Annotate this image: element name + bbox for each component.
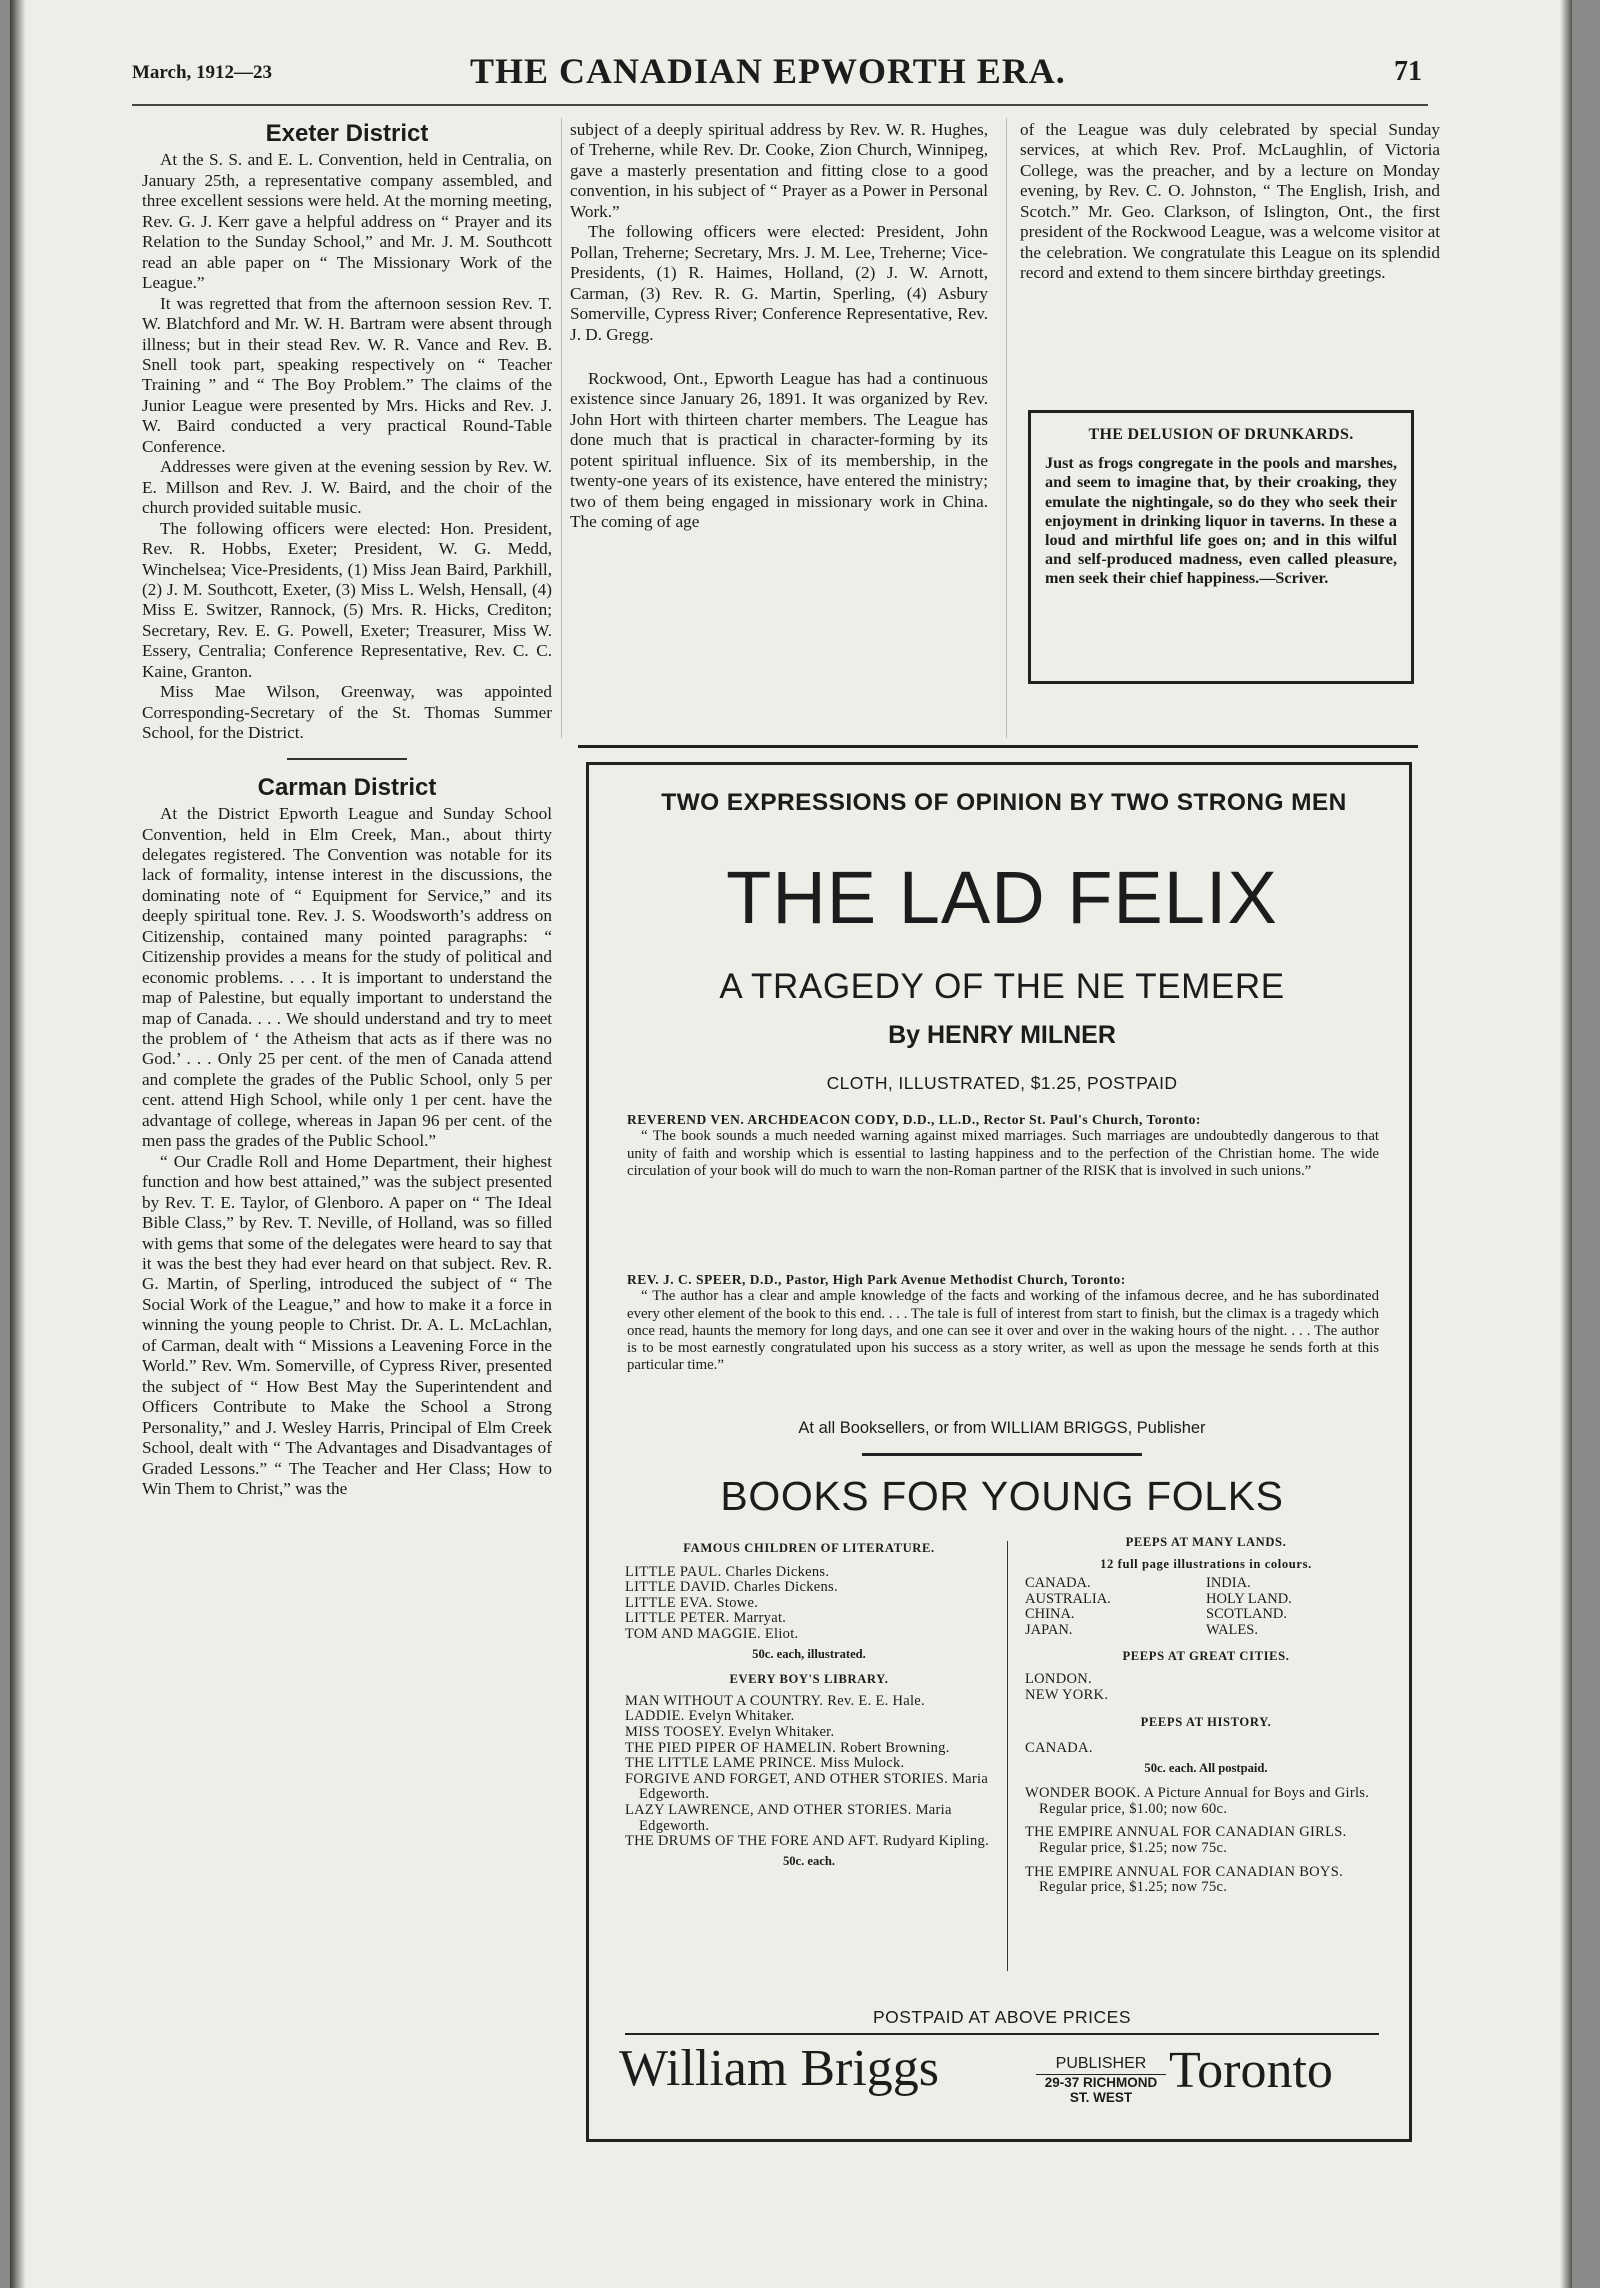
ad-divider [862, 1453, 1142, 1456]
exeter-paragraph: Addresses were given at the evening session by Rev. W. E. Millson and Rev. J. W. Baird, and the choir of the church provided suitable music. [142, 457, 552, 518]
empire-annual-boys-offer: THE EMPIRE ANNUAL FOR CANADIAN BOYS. Regular price, $1.25; now 75c. [1025, 1863, 1343, 1896]
exeter-paragraph: It was regretted that from the afternoon session Rev. T. W. Blatchford and Mr. W. H. Bartram were absent through illness; but in their stead Rev. W. R. Vance and Rev. B. Snell took part, speaking respectively on “ Teacher Training ” and “ The Boy Problem.” The claims of the Junior League were presented by Mrs. Hicks and Rev. J. W. Baird conducted a very practical Round-Table Conference. [142, 293, 552, 456]
page-number: 71 [1394, 56, 1422, 87]
exeter-paragraph: At the S. S. and E. L. Convention, held in Centralia, on January 25th, a representative company assembled, and three excellent sessions were held. At the morning meeting, Rev. G. J. Kerr gave a helpful address on “ Prayer and its Relation to the Sunday School,” and Mr. J. M. Southcott read an able paper on “ The Missionary Work of the League.” [142, 150, 552, 293]
list-item: MAN WITHOUT A COUNTRY. Rev. E. E. Hale. [625, 1692, 925, 1709]
section-rule [578, 745, 1418, 748]
carman-paragraph: At the District Epworth League and Sunday School Convention, held in Elm Creek, Man., about thirty delegates registered. The Convention was notable for its lack of formality, intense interest in the discussions, the dominating note of “ Equipment for Service,” and its deeply spiritual tone. Rev. J. S. Woodsworth’s address on Citizenship, contained many pointed paragraphs: “ Citizenship provides a means for the study of political and economic problems. . . . It is important to understand the map of Palestine, but equally important to understand the map of Canada. . . . We should understand and try to meet the problem of ‘ the Atheism that acts as if there was no God.’ . . . Only 25 per cent. of the men of Canada attend and complete the grades of the Public School, only 5 per cent. attend High School, while only 1 per cent. have the advantage of college, whereas in Japan 96 per cent. of the men pass the grades of the Public School.” [142, 804, 552, 1151]
list-item: INDIA. [1206, 1575, 1251, 1592]
list-item: CANADA. [1025, 1575, 1091, 1592]
testimonial-author: REV. J. C. SPEER, D.D., Pastor, High Park Avenue Methodist Church, Toronto: [627, 1272, 1126, 1287]
list-heading: EVERY BOY'S LIBRARY. [729, 1672, 889, 1687]
ad-headline: TWO EXPRESSIONS OF OPINION BY TWO STRONG MEN [661, 789, 1347, 816]
list-item: HOLY LAND. [1206, 1590, 1292, 1607]
wonder-book-offer: WONDER BOOK. A Picture Annual for Boys and Girls. Regular price, $1.00; now 60c. [1025, 1785, 1370, 1817]
list-item: THE LITTLE LAME PRINCE. Miss Mulock. [625, 1755, 905, 1772]
country-list [1025, 1576, 1387, 1638]
book-subtitle: A TRAGEDY OF THE NE TEMERE [719, 967, 1285, 1006]
list-item: MISS TOOSEY. Evelyn Whitaker. [625, 1723, 835, 1740]
list-price: 50c. each. [782, 1853, 836, 1868]
list-heading: PEEPS AT MANY LANDS. [1125, 1535, 1287, 1549]
book-list-right [1025, 1535, 1387, 1896]
delusion-body: Just as frogs congregate in the pools and marshes, and seem to imagine that, by their croaking, they emulate the nightingale, so do they who seek their enjoyment in drinking liquor in taverns. In these a loud and mirthful life goes on; and in this wilful and self-produced madness, even called pleasure, men seek their chief happiness.—Scriver. [1045, 454, 1397, 588]
rockwood-continued-paragraph: of the League was duly celebrated by special Sunday services, at which Rev. Prof. McLaughlin, of Victoria College, was the preacher, and by a lecture on Monday evening, by Rev. C. O. Johnston, “ The English, Irish, and Scotch.” Mr. Geo. Clarkson, of Islington, Ont., the first president of the Rockwood League, was a welcome visitor at the celebration. We congratulate this League on its splendid record and extend to them sincere birthday greetings. [1020, 120, 1440, 283]
books-for-young-folks-title: BOOKS FOR YOUNG FOLKS [720, 1473, 1284, 1519]
column-divider [561, 118, 562, 738]
list-item: FORGIVE AND FORGET, AND OTHER STORIES. Maria Edgeworth. [625, 1770, 989, 1803]
list-item: NEW YORK. [1025, 1686, 1109, 1703]
magazine-page [10, 0, 1572, 2288]
book-format-price: CLOTH, ILLUSTRATED, $1.25, POSTPAID [826, 1073, 1178, 1093]
list-item: LAZY LAWRENCE, AND OTHER STORIES. Maria Edgeworth. [625, 1801, 952, 1834]
exeter-paragraph: The following officers were elected: Hon. President, Rev. R. Hobbs, Exeter; President, W. G. Medd, Winchelsea; Vice-Presidents, (1) Miss Jean Baird, Parkhill, (2) J. M. Southcott, Exeter, (3) Miss L. Welsh, Hensall, (4) Miss E. Switzer, Rannock, (5) Mrs. R. Hicks, Crediton; Secretary, Rev. E. G. Powell, Exeter; Treasurer, Miss W. Essery, Centralia; Conference Representative, Rev. C. C. Kaine, Granton. [142, 518, 552, 681]
testimonial-text: “ The book sounds a much needed warning against mixed marriages. Such marriages are undoubtedly dangerous to that unity of faith and worship which is essential to lasting happiness and to the perfection of the Christian home. The wide circulation of your book will do much to warn the non-Roman partner of the RISK that is involved in such unions.” [627, 1128, 1379, 1179]
exeter-paragraph: Miss Mae Wilson, Greenway, was appointed Corresponding-Secretary of the St. Thomas Summer School, for the District. [142, 682, 552, 743]
delusion-title: THE DELUSION OF DRUNKARDS. [1088, 426, 1354, 443]
testimonial-text: “ The author has a clear and ample knowledge of the facts and working of the infamous decree, and he has subordinated every other element of the book to this end. . . . The tale is full of interest from start to finish, but the climax is a tragedy which once read, haunts the memory for long days, and one can see it over and over in the waking hours of the night. . . . The author is to be most earnestly congratulated upon his success as a story writer, as well as upon the message he sends forth at this particular time.” [627, 1288, 1379, 1374]
carman-heading: Carman District [257, 773, 437, 801]
column-1 [142, 120, 552, 1499]
testimonial-author: REVEREND VEN. ARCHDEACON CODY, D.D., LL.D., Rector St. Paul's Church, Toronto: [627, 1112, 1201, 1127]
list-price: 50c. each. All postpaid. [1144, 1760, 1268, 1775]
column-2 [570, 120, 988, 533]
list-item: THE DRUMS OF THE FORE AND AFT. Rudyard Kipling. [625, 1833, 990, 1850]
book-list-left [625, 1541, 993, 1879]
exeter-heading: Exeter District [265, 120, 429, 147]
list-item: LITTLE PETER. Marryat. [625, 1610, 787, 1627]
advertisement-box [586, 762, 1412, 2142]
list-item: JAPAN. [1025, 1621, 1073, 1638]
publisher-address [1036, 2055, 1166, 2105]
postpaid-note: POSTPAID AT ABOVE PRICES [872, 2007, 1132, 2027]
list-item: LITTLE DAVID. Charles Dickens. [625, 1579, 838, 1596]
empire-annual-girls-offer: THE EMPIRE ANNUAL FOR CANADIAN GIRLS. Regular price, $1.25; now 75c. [1025, 1824, 1347, 1856]
list-item: LITTLE EVA. Stowe. [625, 1594, 759, 1611]
address-line: ST. WEST [1069, 2090, 1133, 2105]
book-author: By HENRY MILNER [888, 1021, 1116, 1049]
list-item: CHINA. [1025, 1606, 1075, 1623]
issue-date: March, 1912—23 [132, 62, 273, 83]
column-3 [1020, 120, 1440, 284]
book-title: THE LAD FELIX [726, 856, 1278, 939]
publisher-label: PUBLISHER [1036, 2055, 1166, 2075]
list-heading: FAMOUS CHILDREN OF LITERATURE. [683, 1541, 935, 1555]
carman-officers-paragraph: The following officers were elected: President, John Pollan, Treherne; Secretary, Mrs. J. M. Lee, Treherne; Vice-Presidents, (1) R. Haimes, Holland, (2) J. W. Arnott, Carman, (3) Rev. R. G. Martin, Sperling, (4) Asbury Somerville, Cypress River; Conference Representative, Rev. J. D. Gregg. [570, 222, 988, 344]
booksellers-line: At all Booksellers, or from WILLIAM BRIGGS, Publisher [798, 1419, 1206, 1437]
list-item: TOM AND MAGGIE. Eliot. [625, 1625, 799, 1642]
testimonial [627, 1111, 1379, 1180]
carman-paragraph: “ Our Cradle Roll and Home Department, their highest function and how best attained,” was the subject presented by Rev. T. E. Taylor, of Glenboro. A paper on “ The Ideal Bible Class,” by Rev. T. Neville, of Holland, was so filled with gems that some of the delegates were heard to say that it was the best they had ever heard on that subject. Rev. R. G. Martin, of Sperling, introduced the subject of “ The Social Work of the League,” and how to make it a force in winning the young people to Christ. Dr. A. L. McLachlan, of Carman, dealt with “ Missions a Leavening Force in the World.” Rev. Wm. Somerville, of Cypress River, presented the subject of “ How Best May the Superintendent and Officers Contribute to Make the School a Strong Personality,” and J. Wesley Harris, Principal of Elm Creek School, dealt with “ The Advantages and Disadvantages of Graded Lessons.” “ The Teacher and Her Class; How to Win Them to Christ,” was the [142, 1151, 552, 1498]
list-item: AUSTRALIA. [1025, 1590, 1111, 1607]
rockwood-paragraph: Rockwood, Ont., Epworth League has had a continuous existence since January 26, 1891. It was organized by Rev. John Hort with thirteen charter members. The League has done much that is practical in character-forming by its potent spiritual influence. Six of its membership, in the twenty-one years of its existence, have entered the ministry; two of them being engaged in missionary work in China. The coming of age [570, 368, 988, 532]
section-divider [287, 758, 407, 760]
publisher-name: William Briggs [619, 2040, 939, 2097]
list-heading: PEEPS AT GREAT CITIES. [1122, 1648, 1290, 1663]
list-item: CANADA. [1025, 1739, 1093, 1756]
list-heading: PEEPS AT HISTORY. [1140, 1715, 1272, 1730]
header-rule [132, 104, 1428, 106]
list-item: LITTLE PAUL. Charles Dickens. [625, 1563, 830, 1580]
column-divider [1006, 118, 1007, 738]
magazine-title: THE CANADIAN EPWORTH ERA. [470, 51, 1066, 91]
publisher-city: Toronto [1169, 2042, 1333, 2099]
list-divider [1007, 1541, 1008, 1971]
ad-divider [625, 2033, 1379, 2035]
list-item: LADDIE. Evelyn Whitaker. [625, 1708, 795, 1725]
list-item: LONDON. [1025, 1671, 1092, 1688]
list-subheading: 12 full page illustrations in colours. [1100, 1556, 1312, 1571]
list-item: WALES. [1206, 1621, 1258, 1638]
list-item: SCOTLAND. [1206, 1606, 1287, 1623]
delusion-box [1028, 410, 1414, 684]
carman-continued-paragraph: subject of a deeply spiritual address by Rev. W. R. Hughes, of Treherne, while Rev. Dr. Cooke, Zion Church, Winnipeg, gave a masterly presentation and fitting close to a good convention, in his subject of “ Prayer as a Power in Personal Work.” [570, 120, 988, 221]
address-line: 29-37 RICHMOND [1044, 2075, 1158, 2090]
list-item: THE PIED PIPER OF HAMELIN. Robert Browning. [625, 1739, 950, 1756]
list-price: 50c. each, illustrated. [752, 1646, 866, 1661]
testimonial [627, 1271, 1379, 1375]
